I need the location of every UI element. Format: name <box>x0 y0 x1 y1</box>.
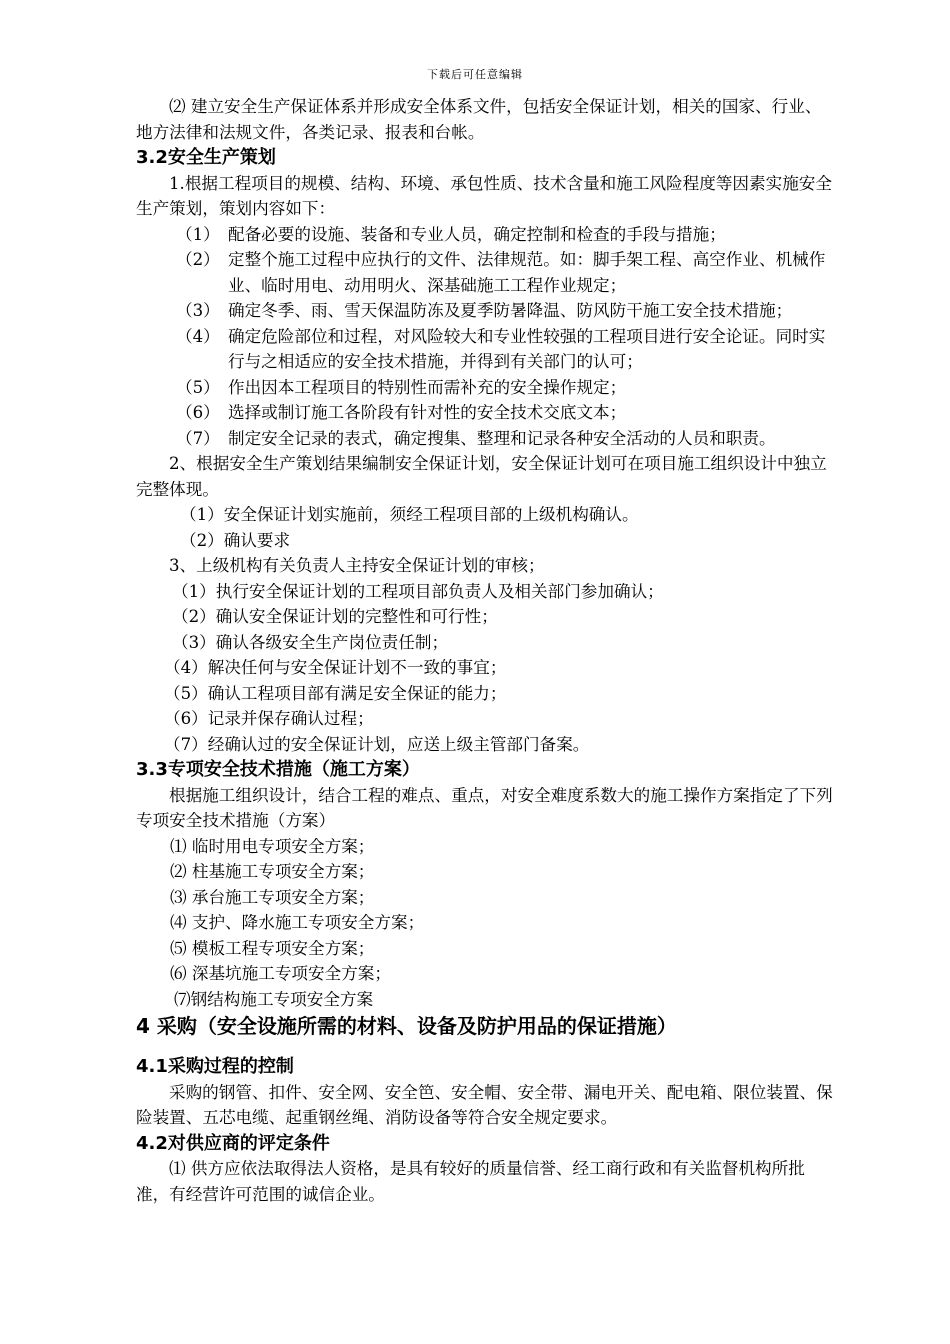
paragraph-3-3: 根据施工组织设计，结合工程的难点、重点，对安全难度系数大的施工操作方案指定了下列专项安全技术措施（方案） <box>136 785 833 830</box>
section-heading-3-2: 3.2安全生产策划 <box>136 147 276 168</box>
planning-list <box>136 222 836 452</box>
list-item <box>136 324 836 375</box>
list-item: （2）确认安全保证计划的完整性和可行性； <box>172 607 498 626</box>
section-heading-4-1: 4.1采购过程的控制 <box>136 1056 294 1077</box>
list-item: （3）确认各级安全生产岗位责任制； <box>172 632 449 652</box>
chapter-heading-4: 4 采购（安全设施所需的材料、设备及防护用品的保证措施） <box>136 1014 677 1038</box>
list-number: （7） <box>176 428 220 448</box>
list-number: （1） <box>176 224 220 244</box>
list-number: （5） <box>176 377 220 397</box>
list-item: （1）安全保证计划实施前，须经工程项目部的上级机构确认。 <box>180 505 639 524</box>
list-text: 作出因本工程项目的特别性而需补充的安全操作规定； <box>228 377 627 397</box>
list-item <box>136 400 836 426</box>
list-item <box>136 222 836 248</box>
list-text: 定整个施工过程中应执行的文件、法律规范。如：脚手架工程、高空作业、机械作业、临时用电、动用明火、深基础施工工程作业规定； <box>228 250 826 295</box>
list-item: ⑺钢结构施工专项安全方案 <box>174 989 374 1009</box>
paragraph-3-2-2: 2、根据安全生产策划结果编制安全保证计划，安全保证计划可在项目施工组织设计中独立完整体现。 <box>136 454 827 499</box>
list-number: （2） <box>176 250 220 269</box>
paragraph-intro: ⑵ 建立安全生产保证体系并形成安全体系文件，包括安全保证计划，相关的国家、行业、地方法律和法规文件，各类记录、报表和台帐。 <box>136 97 822 142</box>
list-item: ⑴ 临时用电专项安全方案； <box>170 836 375 856</box>
list-item: （2）确认要求 <box>180 530 291 550</box>
list-item <box>136 298 836 324</box>
document-body <box>136 94 836 1207</box>
list-text: 制定安全记录的表式，确定搜集、整理和记录各种安全活动的人员和职责。 <box>228 428 776 448</box>
paragraph-3-2-3: 3、上级机构有关负责人主持安全保证计划的审核； <box>169 556 545 575</box>
list-item: （6）记录并保存确认过程； <box>164 709 374 728</box>
page-header: 下载后可任意编辑 <box>427 68 523 81</box>
list-item: ⑶ 承台施工专项安全方案； <box>170 887 375 907</box>
list-text: 配备必要的设施、装备和专业人员，确定控制和检查的手段与措施； <box>228 224 726 244</box>
list-number: （4） <box>176 326 220 346</box>
list-text: 确定冬季、雨、雪天保温防冻及夏季防暑降温、防风防干施工安全技术措施； <box>228 301 793 320</box>
section-heading-3-3: 3.3专项安全技术措施（施工方案） <box>136 759 420 780</box>
list-item: ⑷ 支护、降水施工专项安全方案； <box>170 913 425 932</box>
list-text: 选择或制订施工各阶段有针对性的安全技术交底文本； <box>228 403 627 422</box>
list-item: ⑸ 模板工程专项安全方案； <box>170 938 375 958</box>
paragraph-4-1: 采购的钢管、扣件、安全网、安全笆、安全帽、安全带、漏电开关、配电箱、限位装置、保险装置、五芯电缆、起重钢丝绳、消防设备等符合安全规定要求。 <box>136 1082 833 1127</box>
list-item: （1）执行安全保证计划的工程项目部负责人及相关部门参加确认； <box>172 581 664 601</box>
section-heading-4-2: 4.2对供应商的评定条件 <box>136 1132 330 1154</box>
list-item: （7）经确认过的安全保证计划，应送上级主管部门备案。 <box>164 734 590 754</box>
paragraph-4-2: ⑴ 供方应依法取得法人资格，是具有较好的质量信誉、经工商行政和有关监督机构所批准，有经营许可范围的诚信企业。 <box>136 1159 805 1204</box>
list-item <box>136 426 836 452</box>
list-item <box>136 375 836 401</box>
list-text: 确定危险部位和过程，对风险较大和专业性较强的工程项目进行安全论证。同时实行与之相适应的安全技术措施，并得到有关部门的认可； <box>228 326 826 371</box>
list-item: ⑵ 柱基施工专项安全方案； <box>170 862 375 881</box>
list-item: （4）解决任何与安全保证计划不一致的事宜； <box>164 658 507 677</box>
list-item: ⑹ 深基坑施工专项安全方案； <box>170 964 391 983</box>
list-number: （3） <box>176 301 220 320</box>
paragraph-3-2-1: 1.根据工程项目的规模、结构、环境、承包性质、技术含量和施工风险程度等因素实施安全生产策划，策划内容如下： <box>136 173 832 218</box>
list-item <box>136 247 836 298</box>
list-item: （5）确认工程项目部有满足安全保证的能力； <box>164 683 507 703</box>
list-number: （6） <box>176 403 220 422</box>
